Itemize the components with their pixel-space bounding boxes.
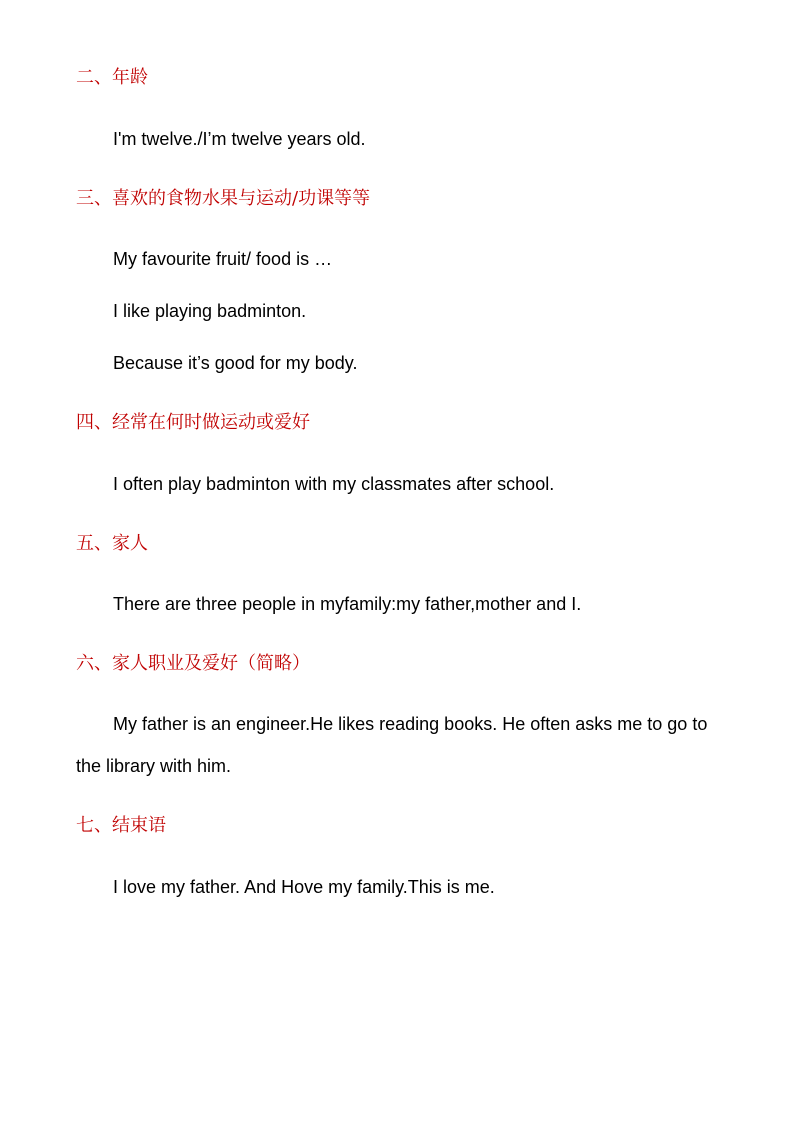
section-heading-favourites: 三、喜欢的食物水果与运动/功课等等 [76, 188, 371, 209]
section-heading-age: 二、年龄 [76, 67, 148, 88]
paragraph-age: I'm twelve./I’m twelve years old. [113, 129, 366, 149]
section-heading-family-jobs: 六、家人职业及爱好（简略） [76, 653, 310, 674]
paragraph-family: There are three people in myfamily:my father,mother and I. [113, 594, 582, 614]
section-heading-closing: 七、结束语 [76, 815, 166, 836]
paragraph-favourite-sport: I like playing badminton. [113, 301, 307, 321]
paragraph-family-jobs: My father is an engineer.He likes reading books. He often asks me to go to the library with him. [76, 714, 708, 776]
paragraph-favourite-food: My favourite fruit/ food is … [113, 249, 333, 269]
section-heading-hobby-time: 四、经常在何时做运动或爱好 [76, 412, 310, 433]
paragraph-hobby-time: I often play badminton with my classmates after school. [113, 474, 555, 494]
paragraph-sport-reason: Because it’s good for my body. [113, 353, 358, 373]
section-heading-family: 五、家人 [76, 533, 148, 554]
paragraph-closing: I love my father. And Hove my family.This is me. [113, 877, 495, 897]
